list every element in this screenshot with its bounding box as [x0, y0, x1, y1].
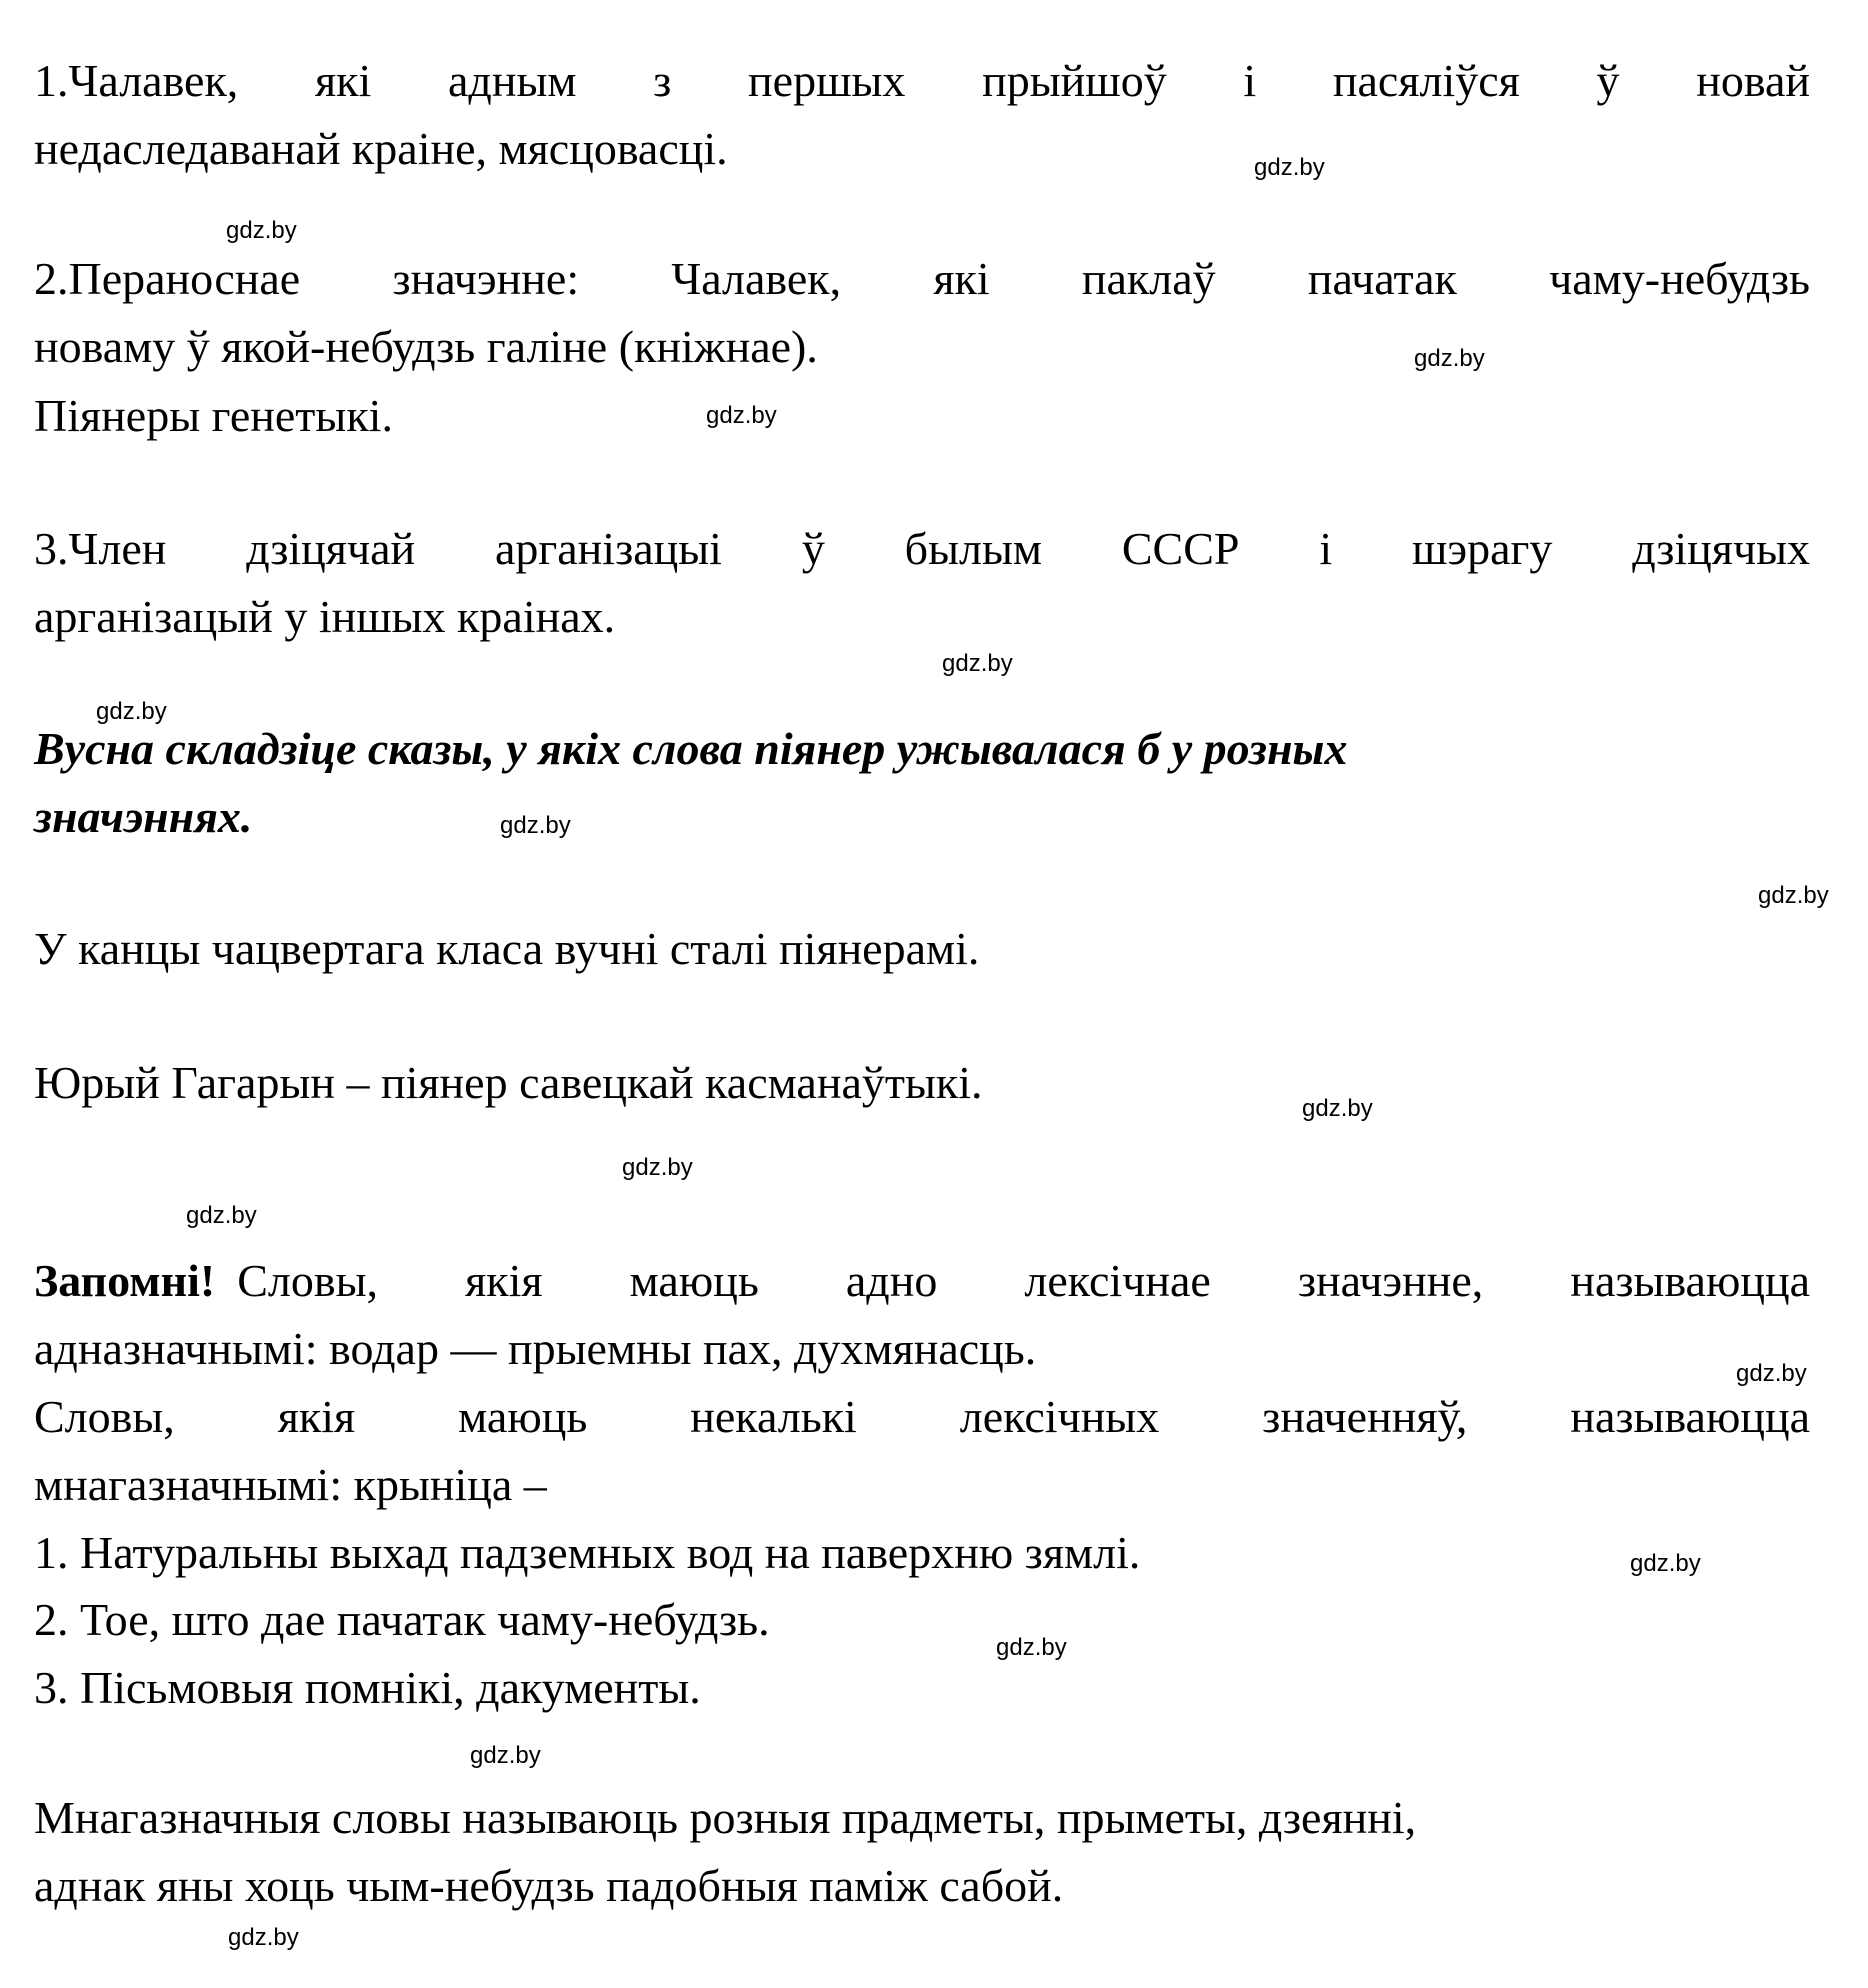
watermark: gdz.by	[500, 812, 571, 839]
definition-3-line-1: 3.Член дзіцячай арганізацыі ў былым СССР і шэрагу дзіцячых	[34, 523, 1810, 574]
rule-line-1	[34, 1255, 1810, 1306]
watermark: gdz.by	[470, 1742, 541, 1769]
watermark: gdz.by	[186, 1202, 257, 1229]
watermark: gdz.by	[226, 217, 297, 244]
definition-2-example: Піянеры генетыкі.	[34, 390, 393, 441]
example-sentence-2: Юрый Гагарын – піянер савецкай касманаўтыкі.	[34, 1057, 983, 1108]
task-heading-line-1: Вусна складзіце сказы, у якіх слова піянер ужывалася б у розных	[34, 723, 1348, 774]
rule-line-1-rest: Словы, якія маюць адно лексічнае значэнне, называюцца	[237, 1255, 1810, 1306]
watermark: gdz.by	[942, 650, 1013, 677]
watermark: gdz.by	[1736, 1360, 1807, 1387]
rule-line-4: мнагазначнымі: крыніца –	[34, 1459, 547, 1510]
meaning-item-1: 1. Натуральны выхад падземных вод на паверхню зямлі.	[34, 1527, 1141, 1578]
task-heading-line-2: значэннях.	[34, 791, 253, 842]
watermark: gdz.by	[622, 1154, 693, 1181]
rule-line-3: Словы, якія маюць некалькі лексічных значенняў, называюцца	[34, 1391, 1810, 1442]
watermark: gdz.by	[1630, 1550, 1701, 1577]
watermark: gdz.by	[996, 1634, 1067, 1661]
definition-2-line-2: новаму ў якой-небудзь галіне (кніжнае).	[34, 321, 818, 372]
meaning-item-3: 3. Пісьмовыя помнікі, дакументы.	[34, 1662, 701, 1713]
definition-3-line-2: арганізацый у іншых краінах.	[34, 591, 616, 642]
rule-line-2: адназначнымі: водар — прыемны пах, духмянасць.	[34, 1323, 1037, 1374]
watermark: gdz.by	[706, 402, 777, 429]
closing-line-1: Мнагазначныя словы называюць розныя прадметы, прыметы, дзеянні,	[34, 1792, 1417, 1843]
watermark: gdz.by	[1414, 345, 1485, 372]
definition-1-line-2: недаследаванай краіне, мясцовасці.	[34, 123, 728, 174]
watermark: gdz.by	[1302, 1095, 1373, 1122]
watermark: gdz.by	[96, 698, 167, 725]
remember-label: Запомні!	[34, 1255, 216, 1306]
definition-1-line-1: 1.Чалавек, які адным з першых прыйшоў і пасяліўся ў новай	[34, 55, 1810, 106]
meaning-item-2: 2. Тое, што дае пачатак чаму-небудзь.	[34, 1594, 770, 1645]
closing-line-2: аднак яны хоць чым-небудзь падобныя паміж сабой.	[34, 1860, 1064, 1911]
watermark: gdz.by	[1758, 882, 1829, 909]
watermark: gdz.by	[228, 1924, 299, 1951]
definition-2-line-1: 2.Пераноснае значэнне: Чалавек, які паклаў пачатак чаму-небудзь	[34, 253, 1810, 304]
watermark: gdz.by	[1254, 154, 1325, 181]
example-sentence-1: У канцы чацвертага класа вучні сталі піянерамі.	[34, 923, 980, 974]
